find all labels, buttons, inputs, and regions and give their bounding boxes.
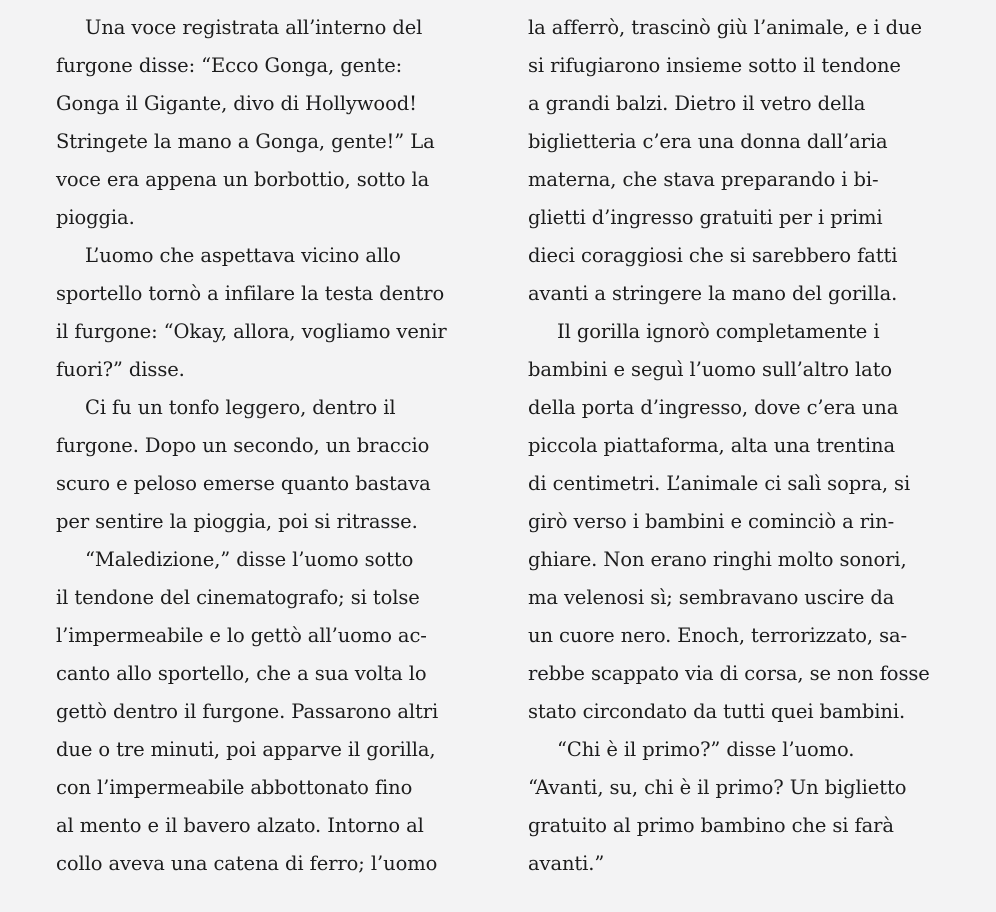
text-line: canto allo sportello, che a sua volta lo bbox=[56, 662, 427, 685]
text-line: avanti.” bbox=[528, 852, 605, 875]
text-line: con l’impermeabile abbottonato fino bbox=[56, 776, 413, 799]
text-line: furgone. Dopo un secondo, un braccio bbox=[56, 434, 430, 457]
text-line: fuori?” disse. bbox=[56, 358, 185, 381]
text-line: rebbe scappato via di corsa, se non fosse bbox=[528, 662, 930, 685]
text-line: biglietteria c’era una donna dall’aria bbox=[528, 130, 888, 153]
text-line: ghiare. Non erano ringhi molto sonori, bbox=[528, 548, 907, 571]
text-line: L’uomo che aspettava vicino allo bbox=[85, 244, 401, 267]
text-line: al mento e il bavero alzato. Intorno al bbox=[56, 814, 424, 837]
text-line: “Chi è il primo?” disse l’uomo. bbox=[557, 738, 855, 761]
text-line: pioggia. bbox=[56, 206, 135, 229]
text-line: gettò dentro il furgone. Passarono altri bbox=[56, 700, 439, 723]
text-line: a grandi balzi. Dietro il vetro della bbox=[528, 92, 866, 115]
text-line: di centimetri. L’animale ci salì sopra, si bbox=[528, 472, 911, 495]
text-line: bambini e seguì l’uomo sull’altro lato bbox=[528, 358, 893, 381]
text-line: Ci fu un tonfo leggero, dentro il bbox=[85, 396, 396, 419]
text-line: ma velenosi sì; sembravano uscire da bbox=[528, 586, 895, 609]
text-line: stato circondato da tutti quei bambini. bbox=[528, 700, 906, 723]
text-line: per sentire la pioggia, poi si ritrasse. bbox=[56, 510, 418, 533]
text-line: Il gorilla ignorò completamente i bbox=[557, 320, 880, 343]
text-line: Una voce registrata all’interno del bbox=[85, 16, 423, 39]
text-line: il furgone: “Okay, allora, vogliamo venir bbox=[56, 320, 447, 343]
left-text-column bbox=[56, 9, 496, 883]
text-line: furgone disse: “Ecco Gonga, gente: bbox=[56, 54, 403, 77]
text-line: sportello tornò a infilare la testa dentro bbox=[56, 282, 445, 305]
text-line: dieci coraggiosi che si sarebbero fatti bbox=[528, 244, 898, 267]
text-line: avanti a stringere la mano del gorilla. bbox=[528, 282, 898, 305]
text-line: si rifugiarono insieme sotto il tendone bbox=[528, 54, 901, 77]
text-line: due o tre minuti, poi apparve il gorilla, bbox=[56, 738, 436, 761]
text-line: collo aveva una catena di ferro; l’uomo bbox=[56, 852, 438, 875]
text-line: voce era appena un borbottio, sotto la bbox=[56, 168, 430, 191]
text-line: della porta d’ingresso, dove c’era una bbox=[528, 396, 899, 419]
text-line: materna, che stava preparando i bi- bbox=[528, 168, 879, 191]
text-line: il tendone del cinematografo; si tolse bbox=[56, 586, 420, 609]
text-line: l’impermeabile e lo gettò all’uomo ac- bbox=[56, 624, 427, 647]
text-line: Stringete la mano a Gonga, gente!” La bbox=[56, 130, 435, 153]
text-line: “Avanti, su, chi è il primo? Un biglietto bbox=[528, 776, 907, 799]
text-line: scuro e peloso emerse quanto bastava bbox=[56, 472, 431, 495]
text-line: “Maledizione,” disse l’uomo sotto bbox=[85, 548, 414, 571]
text-line: un cuore nero. Enoch, terrorizzato, sa- bbox=[528, 624, 908, 647]
text-line: glietti d’ingresso gratuiti per i primi bbox=[528, 206, 883, 229]
text-line: girò verso i bambini e cominciò a rin- bbox=[528, 510, 895, 533]
right-text-column bbox=[528, 9, 968, 883]
text-line: gratuito al primo bambino che si farà bbox=[528, 814, 894, 837]
text-line: la afferrò, trascinò giù l’animale, e i due bbox=[528, 16, 922, 39]
text-line: Gonga il Gigante, divo di Hollywood! bbox=[56, 92, 417, 115]
text-line: piccola piattaforma, alta una trentina bbox=[528, 434, 895, 457]
